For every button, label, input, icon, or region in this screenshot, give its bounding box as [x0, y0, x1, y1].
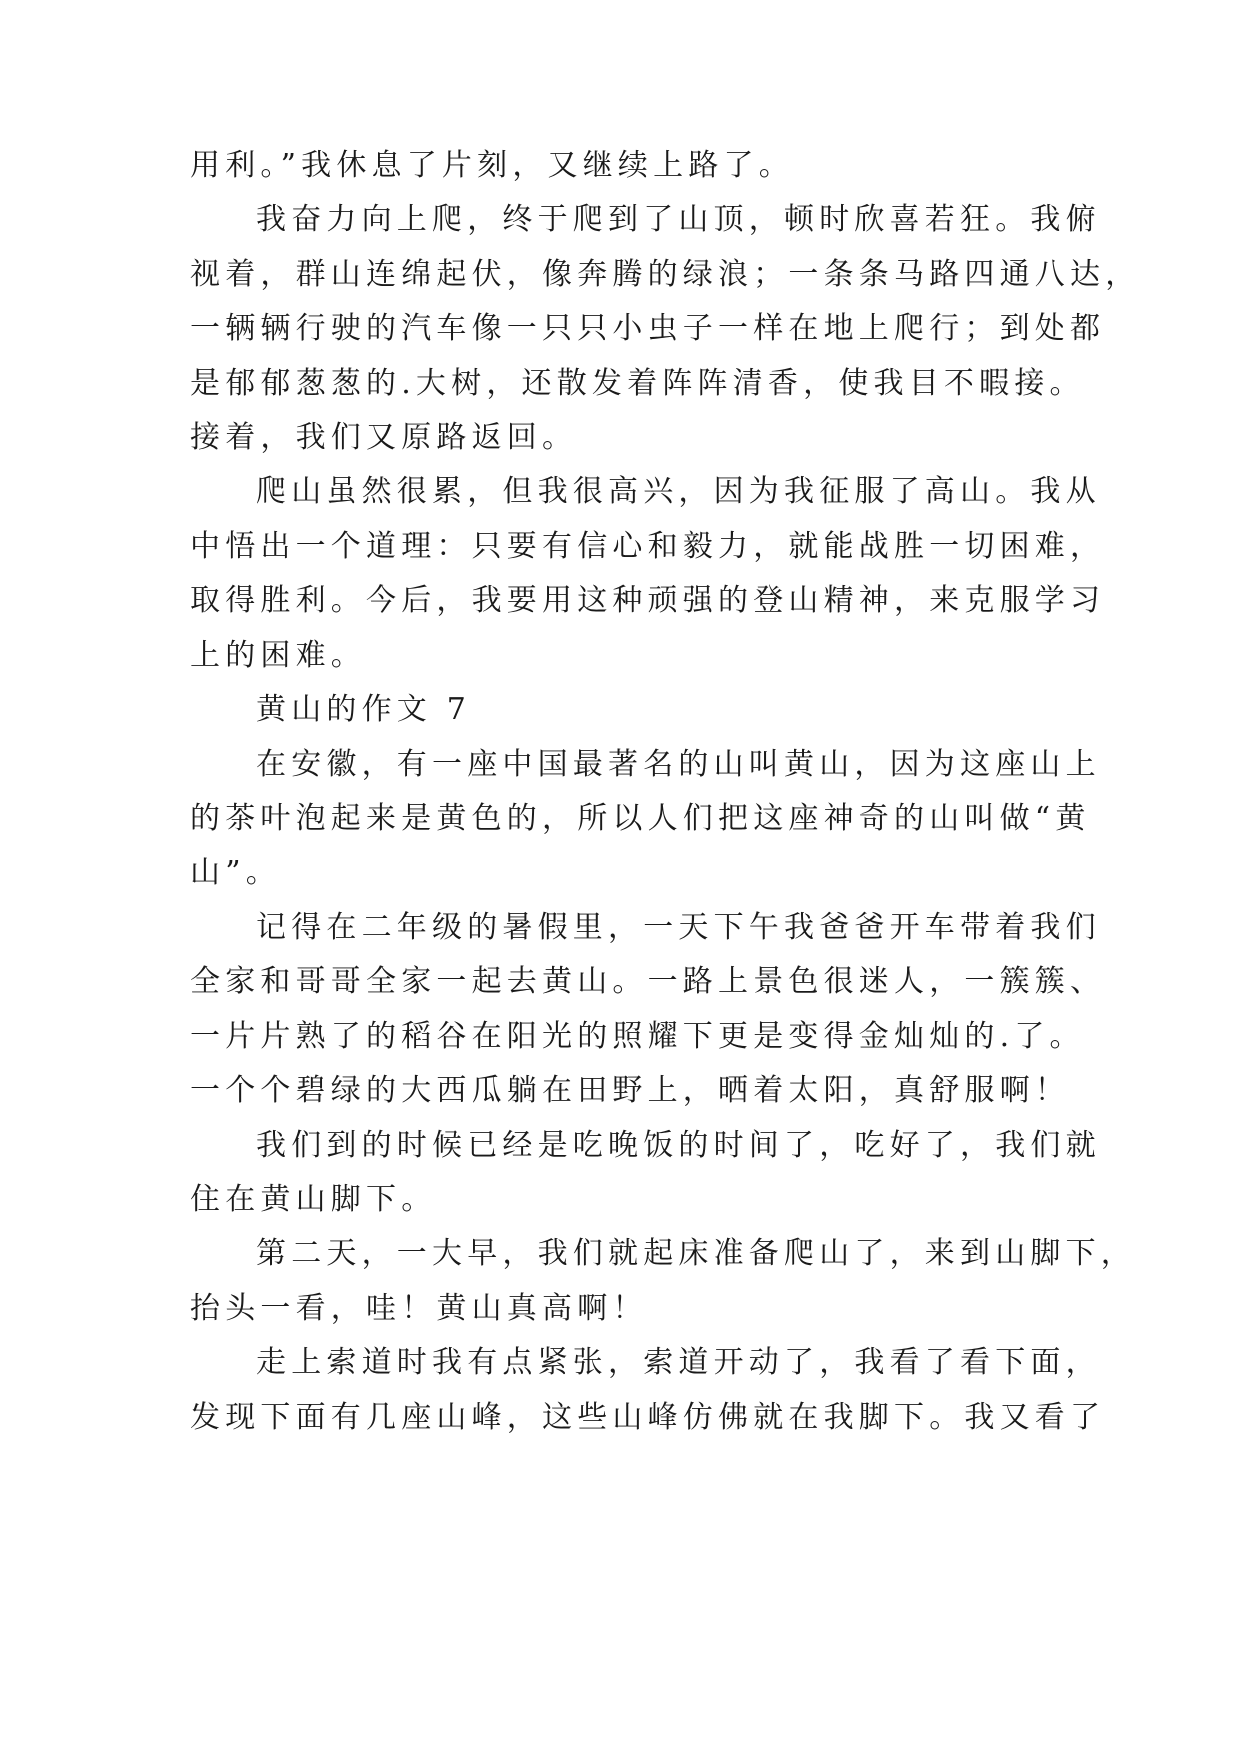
text-line: 抬头一看，哇！黄山真高啊！ — [190, 1291, 648, 1326]
text-line: 上的困难。 — [190, 638, 366, 673]
text-line: 记得在二年级的暑假里，一天下午我爸爸开车带着我们 — [256, 910, 1101, 945]
text-line: 中悟出一个道理：只要有信心和毅力，就能战胜一切困难， — [190, 529, 1106, 564]
text-line: 视着，群山连绵起伏，像奔腾的绿浪；一条条马路四通八达， — [190, 257, 1141, 292]
text-line: 是郁郁葱葱的.大树，还散发着阵阵清香，使我目不暇接。 — [190, 366, 1085, 401]
section-heading: 黄山的作文 7 — [256, 692, 472, 727]
text-line: 取得胜利。今后，我要用这种顽强的登山精神，来克服学习 — [190, 583, 1106, 618]
text-line: 我奋力向上爬，终于爬到了山顶，顿时欣喜若狂。我俯 — [256, 202, 1101, 237]
text-line: 一片片熟了的稻谷在阳光的照耀下更是变得金灿灿的.了。 — [190, 1019, 1085, 1054]
text-line: 全家和哥哥全家一起去黄山。一路上景色很迷人，一簇簇、 — [190, 964, 1106, 999]
text-line: 发现下面有几座山峰，这些山峰仿佛就在我脚下。我又看了 — [190, 1400, 1106, 1435]
text-line: 爬山虽然很累，但我很高兴，因为我征服了高山。我从 — [256, 474, 1101, 509]
text-line: 接着，我们又原路返回。 — [190, 420, 578, 455]
text-line: 第二天，一大早，我们就起床准备爬山了，来到山脚下， — [256, 1236, 1136, 1271]
text-line: 的茶叶泡起来是黄色的，所以人们把这座神奇的山叫做“黄 — [190, 801, 1091, 836]
text-line: 山”。 — [190, 855, 281, 890]
text-line: 走上索道时我有点紧张，索道开动了，我看了看下面， — [256, 1345, 1101, 1380]
text-line: 我们到的时候已经是吃晚饭的时间了，吃好了，我们就 — [256, 1128, 1101, 1163]
text-line: 一辆辆行驶的汽车像一只只小虫子一样在地上爬行；到处都 — [190, 311, 1106, 346]
text-line: 用利。”我休息了片刻，又继续上路了。 — [190, 148, 794, 183]
text-line: 住在黄山脚下。 — [190, 1182, 437, 1217]
text-line: 一个个碧绿的大西瓜躺在田野上，晒着太阳，真舒服啊！ — [190, 1073, 1070, 1108]
text-line: 在安徽，有一座中国最著名的山叫黄山，因为这座山上 — [256, 747, 1101, 782]
